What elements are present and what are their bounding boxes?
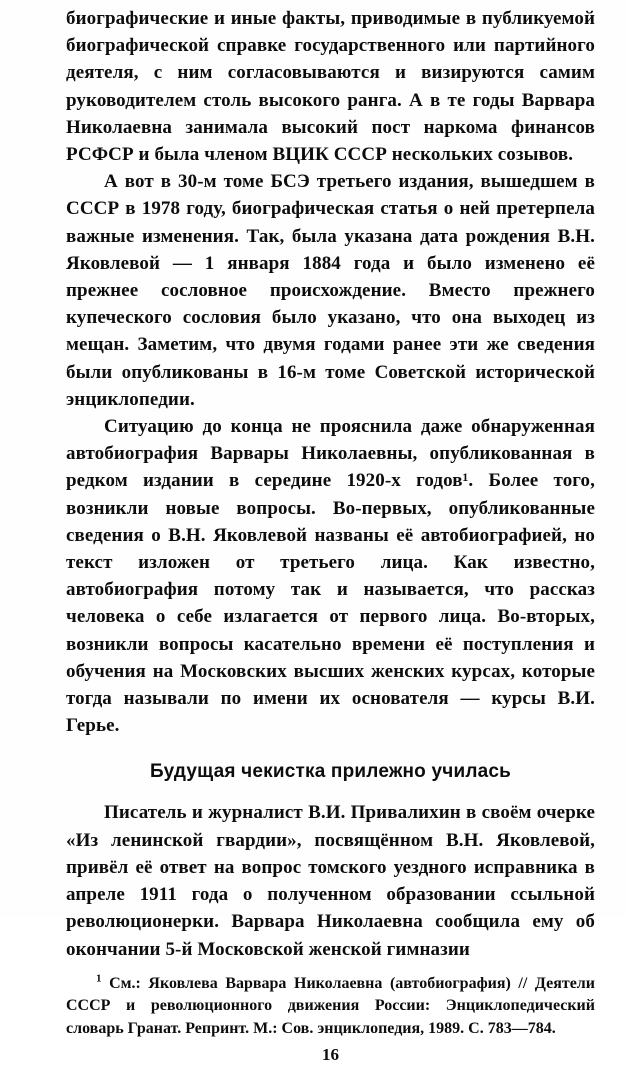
footnote [66, 973, 595, 1041]
section-heading: Будущая чекистка прилежно училась [149, 761, 512, 783]
footnote-marker: 1 [96, 972, 102, 985]
page-number: 16 [322, 1045, 339, 1065]
paragraph: Ситуацию до конца не прояснила даже обнаруженная автобиография Варвары Николаевны, опубликованная в редком издании в середине 1920-х годов¹. Более того, возникли новые вопросы. Во-первых, опубликованные сведения о В.Н. Яковлевой названы её автобиографией, но текст изложен от третьего лица. Как известно, автобиография потому так и называется, что рассказ человека о себе излагается от первого лица. Во-вторых, возникли вопросы касательно времени её поступления и обучения на Московских высших женских курсах, которые тогда называли по имени их основателя — курсы В.И. Герье. [66, 416, 595, 737]
paragraph: Писатель и журналист В.И. Привалихин в своём очерке «Из ленинской гвардии», посвящённом В.Н. Яковлевой, привёл её ответ на вопрос томского уездного исправника в апреле 1911 года о полученном образовании ссыльной революционерки. Варвара Николаевна сообщила ему об окончании 5-й Московской женской гимназии [66, 802, 595, 960]
paragraph-continuation: биографические и иные факты, приводимые в публикуемой биографической справке государственного или партийного деятеля, с ним согласовываются и визируются самим руководителем столь высокого ранга. А в те годы Варвара Николаевна занимала высокий пост наркома финансов РСФСР и была членом ВЦИК СССР нескольких созывов. [66, 8, 595, 166]
footnote-text: См.: Яковлева Варвара Николаевна (автобиография) // Деятели СССР и революционного движения России: Энциклопедический словарь Гранат. Репринт. М.: Сов. энциклопедия, 1989. С. 783—784. [66, 974, 596, 1037]
paragraph: А вот в 30-м томе БСЭ третьего издания, вышедшем в СССР в 1978 году, биографическая статья о ней претерпела важные изменения. Так, была указана дата рождения В.Н. Яковлевой — 1 января 1884 года и было изменено её прежнее сословное происхождение. Вместо прежнего купеческого сословия было указано, что она выходец из мещан. Заметим, что двумя годами ранее эти же сведения были опубликованы в 16-м томе Советской исторической энциклопедии. [66, 171, 595, 410]
